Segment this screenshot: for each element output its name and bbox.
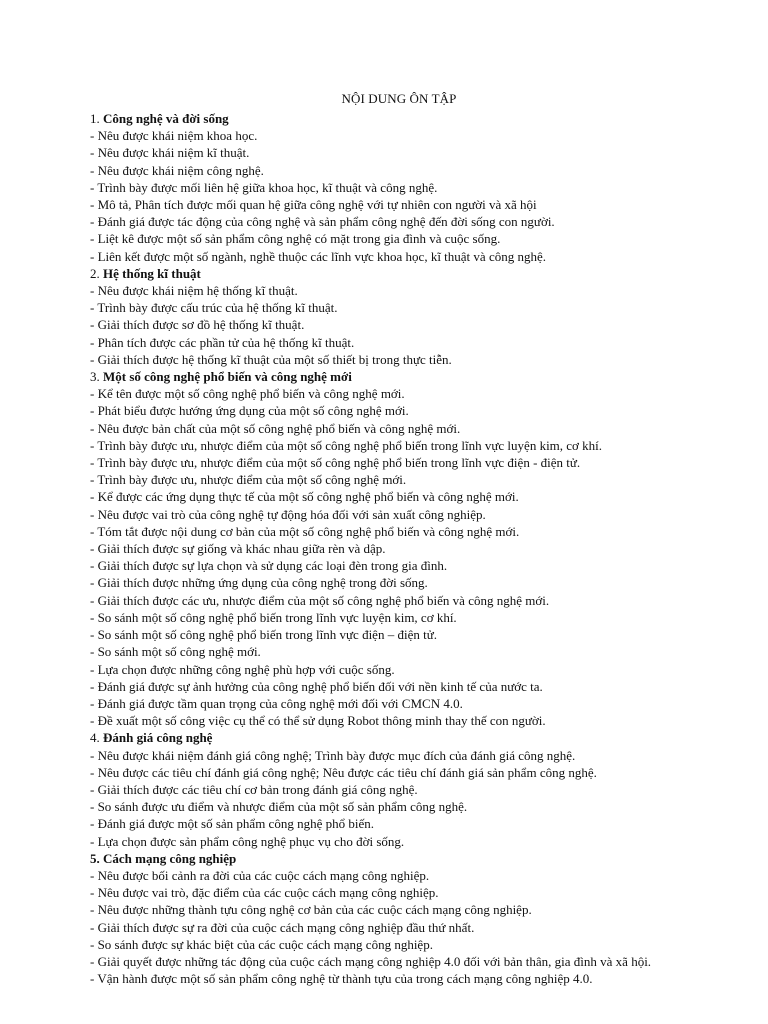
list-item: - Nêu được khái niệm công nghệ. (90, 162, 264, 178)
list-item: - Trình bày được mối liên hệ giữa khoa học, kĩ thuật và công nghệ. (90, 179, 438, 195)
section-heading (90, 729, 708, 746)
document-title: NỘI DUNG ÔN TẬP (341, 91, 457, 106)
section-title: Hệ thống kĩ thuật (103, 265, 201, 281)
section-number: 3. (90, 369, 100, 385)
list-item: - Nêu được bản chất của một số công nghệ phổ biến và công nghệ mới. (90, 420, 461, 436)
list-item: - Trình bày được cấu trúc của hệ thống kĩ thuật. (90, 300, 338, 316)
list-item: - Nêu được khái niệm đánh giá công nghệ; Trình bày được mục đích của đánh giá công nghệ. (90, 747, 576, 763)
list-item: - Kể được các ứng dụng thực tế của một số công nghệ phổ biến và công nghệ mới. (90, 489, 519, 505)
list-item: - Kể tên được một số công nghệ phổ biến và công nghệ mới. (90, 386, 405, 402)
section-number: 1. (90, 111, 100, 126)
list-item: - Phát biểu được hướng ứng dụng của một số công nghệ mới. (90, 403, 409, 419)
list-item: - So sánh được ưu điểm và nhược điểm của một số sản phẩm công nghệ. (90, 799, 468, 815)
list-item: - Đánh giá được tầm quan trọng của công nghệ mới đối với CMCN 4.0. (90, 695, 463, 711)
list-item: - Giải quyết được những tác động của cuộc cách mạng công nghiệp 4.0 đối với bản thân, gia đình và xã hội. (90, 953, 652, 969)
list-item: - Nêu được những thành tựu công nghệ cơ bản của các cuộc cách mạng công nghiệp. (90, 902, 532, 918)
list-item: - Nêu được khái niệm kĩ thuật. (90, 145, 250, 161)
list-item: - Nêu được các tiêu chí đánh giá công nghệ; Nêu được các tiêu chí đánh giá sản phẩm công nghệ. (90, 764, 597, 780)
section-number: 2. (90, 265, 100, 281)
list-item: - Nêu được vai trò của công nghệ tự động hóa đối với sản xuất công nghiệp. (90, 506, 486, 522)
list-item: - Nêu được khái niệm khoa học. (90, 128, 258, 144)
list-item: - So sánh một số công nghệ phổ biến trong lĩnh vực điện – điện tử. (90, 627, 437, 643)
list-item: - Đánh giá được một số sản phẩm công nghệ phổ biến. (90, 816, 374, 832)
section-title: Công nghệ và đời sống (103, 111, 229, 126)
list-item: - So sánh một số công nghệ mới. (90, 644, 261, 660)
list-item: - So sánh được sự khác biệt của các cuộc cách mạng công nghiệp. (90, 936, 433, 952)
list-item: - Tóm tắt được nội dung cơ bản của một số công nghệ phổ biến và công nghệ mới. (90, 523, 520, 539)
list-item: - Trình bày được ưu, nhược điểm của một số công nghệ mới. (90, 472, 407, 488)
list-item: - Giải thích được các tiêu chí cơ bản trong đánh giá công nghệ. (90, 781, 418, 797)
list-item: - Trình bày được ưu, nhược điểm của một số công nghệ phổ biến trong lĩnh vực luyện kim, cơ khí. (90, 437, 603, 453)
list-item: - Giải thích được sự lựa chọn và sử dụng các loại đèn trong gia đình. (90, 558, 448, 574)
section-title: Một số công nghệ phổ biến và công nghệ mới (103, 369, 352, 385)
list-item: - Giải thích được những ứng dụng của công nghệ trong đời sống. (90, 575, 428, 591)
section-heading (90, 368, 708, 385)
list-item: - Giải thích được hệ thống kĩ thuật của một số thiết bị trong thực tiễn. (90, 351, 452, 367)
list-item: - Vận hành được một số sản phẩm công nghệ từ thành tựu của trong cách mạng công nghiệp 4.0. (90, 971, 593, 987)
list-item: - Giải thích được các ưu, nhược điểm của một số công nghệ phổ biến và công nghệ mới. (90, 592, 550, 608)
list-item: - So sánh một số công nghệ phổ biến trong lĩnh vực luyện kim, cơ khí. (90, 609, 457, 625)
section-title: Cách mạng công nghiệp (103, 850, 237, 866)
list-item: - Lựa chọn được những công nghệ phù hợp với cuộc sống. (90, 661, 395, 677)
list-item: - Đề xuất một số công việc cụ thể có thể sử dụng Robot thông minh thay thế con người. (90, 713, 546, 729)
list-item: - Liệt kê được một số sản phẩm công nghệ có mặt trong gia đình và cuộc sống. (90, 231, 501, 247)
list-item: - Nêu được khái niệm hệ thống kĩ thuật. (90, 283, 298, 299)
list-item: - Mô tả, Phân tích được mối quan hệ giữa công nghệ với tự nhiên con người và xã hội (90, 197, 537, 213)
list-item: - Liên kết được một số ngành, nghề thuộc các lĩnh vực khoa học, kĩ thuật và công nghệ. (90, 248, 546, 264)
section-heading (90, 110, 708, 127)
list-item: - Giải thích được sự ra đời của cuộc cách mạng công nghiệp đầu thứ nhất. (90, 919, 475, 935)
list-item: - Đánh giá được sự ảnh hưởng của công nghệ phổ biến đối với nền kinh tế của nước ta. (90, 678, 543, 694)
section-heading (90, 265, 708, 282)
list-item: - Giải thích được sự giống và khác nhau giữa rèn và dập. (90, 541, 386, 557)
list-item: - Lựa chọn được sản phẩm công nghệ phục vụ cho đời sống. (90, 833, 405, 849)
list-item: - Đánh giá được tác động của công nghệ và sản phẩm công nghệ đến đời sống con người. (90, 214, 555, 230)
section-title: Đánh giá công nghệ (103, 730, 213, 746)
list-item: - Nêu được vai trò, đặc điểm của các cuộc cách mạng công nghiệp. (90, 885, 439, 901)
section-number: 5. (90, 850, 100, 866)
list-item: - Phân tích được các phần tử của hệ thống kĩ thuật. (90, 334, 355, 350)
list-item: - Trình bày được ưu, nhược điểm của một số công nghệ phổ biến trong lĩnh vực điện - điện tử. (90, 455, 581, 471)
list-item: - Giải thích được sơ đồ hệ thống kĩ thuật. (90, 317, 305, 333)
section-heading (90, 850, 708, 867)
section-number: 4. (90, 730, 100, 746)
list-item: - Nêu được bối cảnh ra đời của các cuộc cách mạng công nghiệp. (90, 867, 430, 883)
